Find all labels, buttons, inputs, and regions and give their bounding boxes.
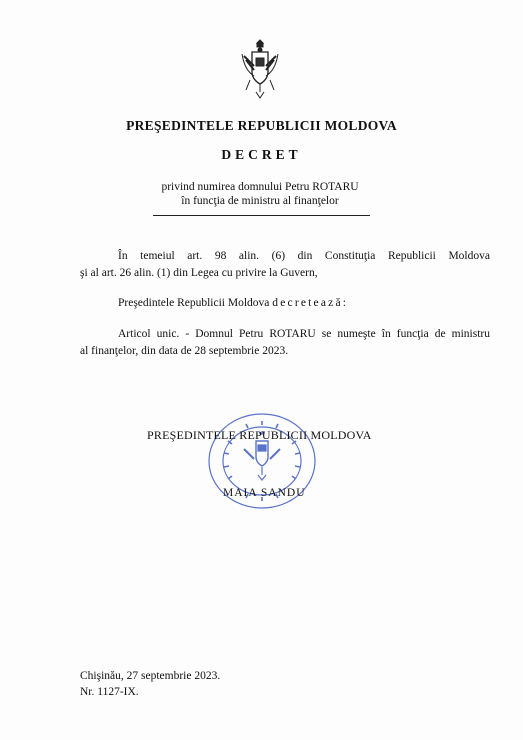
decree-number: Nr. 1127-IX. (80, 686, 139, 698)
formula-verb: decretează: (272, 297, 349, 309)
signatory-name: MAIA SANDU (223, 487, 306, 499)
article-line-1: Articol unic. - Domnul Petru ROTARU se numeşte în funcţia de ministru (118, 328, 490, 340)
subject-line-1: privind numirea domnului Petru ROTARU (161, 181, 359, 193)
place-and-number (80, 668, 220, 700)
document-type: DECRET (221, 147, 302, 162)
article-line-2: al finanţelor, din data de 28 septembrie 2023. (80, 345, 289, 357)
legal-basis-line-2: şi al art. 26 alin. (1) din Legea cu privire la Guvern, (80, 267, 318, 279)
issuer-title: PREŞEDINTELE REPUBLICII MOLDOVA (126, 118, 397, 133)
legal-basis-line-1: În temeiul art. 98 alin. (6) din Constituţia Republicii Moldova (118, 250, 490, 262)
formula-subject: Preşedintele Republicii Moldova (118, 297, 270, 309)
coat-of-arms-icon (238, 36, 282, 102)
subject-underline (153, 215, 370, 216)
decree-subject (150, 180, 370, 208)
place-date: Chişinău, 27 septembrie 2023. (80, 670, 221, 682)
signatory-title: PREŞEDINTELE REPUBLICII MOLDOVA (147, 428, 372, 442)
decree-formula (118, 295, 348, 312)
subject-line-2: în funcţia de ministru al finanţelor (181, 195, 339, 207)
